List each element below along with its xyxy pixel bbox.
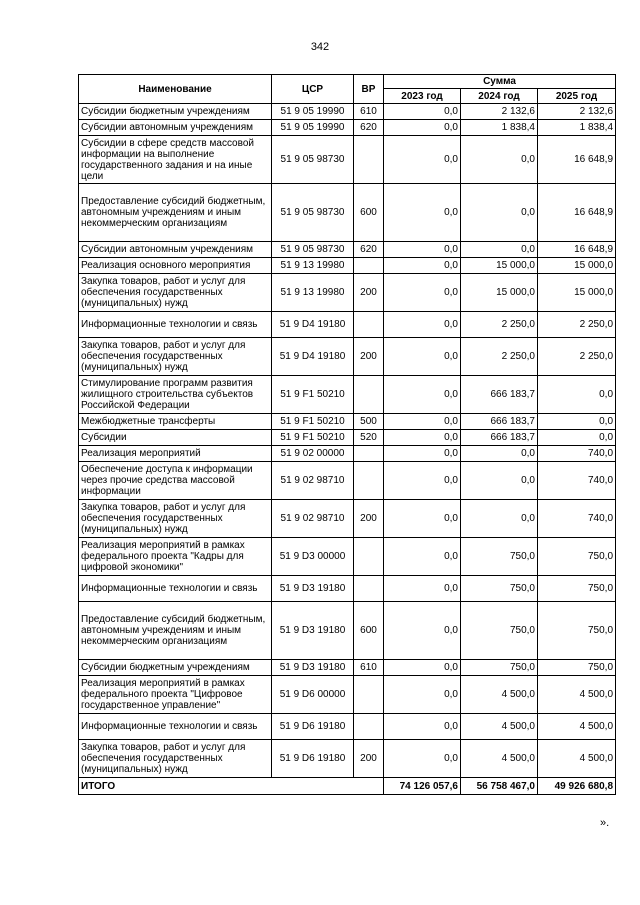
row-sum-2024: 0,0 bbox=[461, 446, 538, 462]
table-row bbox=[79, 274, 616, 312]
row-name: Закупка товаров, работ и услуг для обеспечения государственных (муниципальных) нужд bbox=[79, 500, 272, 538]
row-vr bbox=[354, 258, 384, 274]
row-name: Информационные технологии и связь bbox=[79, 312, 272, 338]
row-sum-2024: 750,0 bbox=[461, 576, 538, 602]
header-vr: ВР bbox=[354, 75, 384, 104]
table-row bbox=[79, 258, 616, 274]
row-name: Закупка товаров, работ и услуг для обеспечения государственных (муниципальных) нужд bbox=[79, 274, 272, 312]
row-vr: 200 bbox=[354, 500, 384, 538]
row-sum-2024: 4 500,0 bbox=[461, 714, 538, 740]
row-sum-2023: 0,0 bbox=[384, 104, 461, 120]
row-name: Реализация основного мероприятия bbox=[79, 258, 272, 274]
row-csr: 51 9 05 98730 bbox=[272, 136, 354, 184]
row-sum-2023: 0,0 bbox=[384, 376, 461, 414]
row-name: Субсидии в сфере средств массовой информации на выполнение государственного задания и на иные цели bbox=[79, 136, 272, 184]
budget-table bbox=[78, 74, 616, 795]
row-sum-2024: 750,0 bbox=[461, 538, 538, 576]
row-name: Субсидии bbox=[79, 430, 272, 446]
table-row bbox=[79, 462, 616, 500]
row-sum-2023: 0,0 bbox=[384, 714, 461, 740]
row-csr: 51 9 D6 19180 bbox=[272, 714, 354, 740]
row-csr: 51 9 D3 19180 bbox=[272, 602, 354, 660]
row-sum-2024: 0,0 bbox=[461, 242, 538, 258]
row-sum-2025: 1 838,4 bbox=[538, 120, 616, 136]
row-vr: 500 bbox=[354, 414, 384, 430]
row-sum-2024: 2 250,0 bbox=[461, 312, 538, 338]
row-name: Субсидии автономным учреждениям bbox=[79, 242, 272, 258]
row-sum-2024: 15 000,0 bbox=[461, 258, 538, 274]
table-row bbox=[79, 714, 616, 740]
row-sum-2023: 0,0 bbox=[384, 414, 461, 430]
table-row bbox=[79, 538, 616, 576]
row-vr: 610 bbox=[354, 660, 384, 676]
row-csr: 51 9 D3 00000 bbox=[272, 538, 354, 576]
row-sum-2025: 750,0 bbox=[538, 602, 616, 660]
row-sum-2024: 2 132,6 bbox=[461, 104, 538, 120]
row-sum-2024: 4 500,0 bbox=[461, 740, 538, 778]
row-vr: 200 bbox=[354, 274, 384, 312]
row-sum-2023: 0,0 bbox=[384, 446, 461, 462]
total-sum-2025: 49 926 680,8 bbox=[538, 778, 616, 795]
row-sum-2025: 740,0 bbox=[538, 446, 616, 462]
table-row bbox=[79, 184, 616, 242]
row-sum-2025: 0,0 bbox=[538, 414, 616, 430]
row-name: Субсидии автономным учреждениям bbox=[79, 120, 272, 136]
header-sum: Сумма bbox=[384, 75, 616, 89]
row-name: Субсидии бюджетным учреждениям bbox=[79, 660, 272, 676]
row-sum-2025: 15 000,0 bbox=[538, 274, 616, 312]
row-sum-2025: 0,0 bbox=[538, 430, 616, 446]
row-sum-2025: 2 250,0 bbox=[538, 312, 616, 338]
total-row bbox=[79, 778, 616, 795]
row-csr: 51 9 F1 50210 bbox=[272, 430, 354, 446]
row-csr: 51 9 13 19980 bbox=[272, 258, 354, 274]
row-csr: 51 9 13 19980 bbox=[272, 274, 354, 312]
row-sum-2025: 750,0 bbox=[538, 538, 616, 576]
row-sum-2023: 0,0 bbox=[384, 136, 461, 184]
row-csr: 51 9 D4 19180 bbox=[272, 338, 354, 376]
table-row bbox=[79, 104, 616, 120]
row-sum-2024: 0,0 bbox=[461, 136, 538, 184]
row-sum-2024: 666 183,7 bbox=[461, 376, 538, 414]
header-csr: ЦСР bbox=[272, 75, 354, 104]
row-name: Предоставление субсидий бюджетным, автономным учреждениям и иным некоммерческим организациям bbox=[79, 184, 272, 242]
table-row bbox=[79, 376, 616, 414]
row-name: Субсидии бюджетным учреждениям bbox=[79, 104, 272, 120]
row-vr bbox=[354, 376, 384, 414]
row-name: Закупка товаров, работ и услуг для обеспечения государственных (муниципальных) нужд bbox=[79, 338, 272, 376]
row-sum-2024: 750,0 bbox=[461, 602, 538, 660]
row-sum-2023: 0,0 bbox=[384, 538, 461, 576]
row-sum-2024: 1 838,4 bbox=[461, 120, 538, 136]
row-sum-2025: 750,0 bbox=[538, 660, 616, 676]
row-vr: 520 bbox=[354, 430, 384, 446]
row-name: Реализация мероприятий в рамках федерального проекта "Кадры для цифровой экономики" bbox=[79, 538, 272, 576]
table-row bbox=[79, 338, 616, 376]
row-sum-2025: 2 250,0 bbox=[538, 338, 616, 376]
row-sum-2023: 0,0 bbox=[384, 660, 461, 676]
row-vr bbox=[354, 462, 384, 500]
row-sum-2023: 0,0 bbox=[384, 120, 461, 136]
row-vr: 610 bbox=[354, 104, 384, 120]
row-sum-2025: 16 648,9 bbox=[538, 136, 616, 184]
row-sum-2025: 4 500,0 bbox=[538, 714, 616, 740]
row-sum-2024: 4 500,0 bbox=[461, 676, 538, 714]
row-name: Реализация мероприятий bbox=[79, 446, 272, 462]
row-vr bbox=[354, 538, 384, 576]
row-vr bbox=[354, 446, 384, 462]
row-sum-2025: 4 500,0 bbox=[538, 740, 616, 778]
header-year-2024: 2024 год bbox=[461, 89, 538, 104]
row-sum-2023: 0,0 bbox=[384, 312, 461, 338]
row-sum-2024: 2 250,0 bbox=[461, 338, 538, 376]
header-name: Наименование bbox=[79, 75, 272, 104]
closing-mark: ». bbox=[600, 817, 610, 829]
table-row bbox=[79, 446, 616, 462]
row-name: Межбюджетные трансферты bbox=[79, 414, 272, 430]
row-csr: 51 9 02 00000 bbox=[272, 446, 354, 462]
table-row bbox=[79, 430, 616, 446]
row-sum-2025: 4 500,0 bbox=[538, 676, 616, 714]
row-sum-2023: 0,0 bbox=[384, 242, 461, 258]
row-vr: 200 bbox=[354, 338, 384, 376]
row-sum-2023: 0,0 bbox=[384, 500, 461, 538]
total-sum-2023: 74 126 057,6 bbox=[384, 778, 461, 795]
row-sum-2025: 740,0 bbox=[538, 500, 616, 538]
table-row bbox=[79, 660, 616, 676]
row-sum-2023: 0,0 bbox=[384, 462, 461, 500]
row-csr: 51 9 02 98710 bbox=[272, 462, 354, 500]
row-name: Реализация мероприятий в рамках федерального проекта "Цифровое государственное управление" bbox=[79, 676, 272, 714]
row-sum-2023: 0,0 bbox=[384, 258, 461, 274]
table-row bbox=[79, 242, 616, 258]
row-sum-2025: 16 648,9 bbox=[538, 184, 616, 242]
row-csr: 51 9 05 98730 bbox=[272, 184, 354, 242]
row-sum-2025: 0,0 bbox=[538, 376, 616, 414]
row-sum-2024: 666 183,7 bbox=[461, 414, 538, 430]
row-name: Информационные технологии и связь bbox=[79, 714, 272, 740]
header-year-2025: 2025 год bbox=[538, 89, 616, 104]
row-csr: 51 9 D3 19180 bbox=[272, 660, 354, 676]
row-sum-2024: 0,0 bbox=[461, 500, 538, 538]
row-name: Стимулирование программ развития жилищного строительства субъектов Российской Федерации bbox=[79, 376, 272, 414]
header-year-2023: 2023 год bbox=[384, 89, 461, 104]
row-name: Информационные технологии и связь bbox=[79, 576, 272, 602]
row-vr: 200 bbox=[354, 740, 384, 778]
page-number: 342 bbox=[310, 41, 330, 53]
row-csr: 51 9 05 98730 bbox=[272, 242, 354, 258]
row-sum-2023: 0,0 bbox=[384, 274, 461, 312]
row-sum-2024: 15 000,0 bbox=[461, 274, 538, 312]
row-sum-2025: 2 132,6 bbox=[538, 104, 616, 120]
table-body bbox=[79, 104, 616, 795]
row-csr: 51 9 D6 19180 bbox=[272, 740, 354, 778]
row-name: Обеспечение доступа к информации через прочие средства массовой информации bbox=[79, 462, 272, 500]
row-vr bbox=[354, 136, 384, 184]
row-sum-2023: 0,0 bbox=[384, 676, 461, 714]
row-sum-2023: 0,0 bbox=[384, 602, 461, 660]
row-sum-2023: 0,0 bbox=[384, 576, 461, 602]
row-sum-2024: 750,0 bbox=[461, 660, 538, 676]
row-sum-2025: 15 000,0 bbox=[538, 258, 616, 274]
row-sum-2023: 0,0 bbox=[384, 184, 461, 242]
table-row bbox=[79, 676, 616, 714]
total-sum-2024: 56 758 467,0 bbox=[461, 778, 538, 795]
row-csr: 51 9 D6 00000 bbox=[272, 676, 354, 714]
table-row bbox=[79, 602, 616, 660]
row-name: Закупка товаров, работ и услуг для обеспечения государственных (муниципальных) нужд bbox=[79, 740, 272, 778]
row-vr: 600 bbox=[354, 184, 384, 242]
row-csr: 51 9 D4 19180 bbox=[272, 312, 354, 338]
table-row bbox=[79, 312, 616, 338]
row-vr: 620 bbox=[354, 242, 384, 258]
row-sum-2023: 0,0 bbox=[384, 430, 461, 446]
row-sum-2025: 750,0 bbox=[538, 576, 616, 602]
table-row bbox=[79, 136, 616, 184]
row-sum-2025: 16 648,9 bbox=[538, 242, 616, 258]
row-csr: 51 9 05 19990 bbox=[272, 104, 354, 120]
row-vr bbox=[354, 714, 384, 740]
table-row bbox=[79, 414, 616, 430]
table-row bbox=[79, 576, 616, 602]
row-csr: 51 9 02 98710 bbox=[272, 500, 354, 538]
table-row bbox=[79, 740, 616, 778]
row-sum-2023: 0,0 bbox=[384, 338, 461, 376]
row-sum-2024: 666 183,7 bbox=[461, 430, 538, 446]
row-csr: 51 9 F1 50210 bbox=[272, 376, 354, 414]
row-sum-2024: 0,0 bbox=[461, 462, 538, 500]
row-vr: 600 bbox=[354, 602, 384, 660]
row-sum-2023: 0,0 bbox=[384, 740, 461, 778]
row-vr bbox=[354, 576, 384, 602]
row-sum-2025: 740,0 bbox=[538, 462, 616, 500]
row-vr bbox=[354, 312, 384, 338]
row-vr: 620 bbox=[354, 120, 384, 136]
total-label: ИТОГО bbox=[79, 778, 384, 795]
table-row bbox=[79, 500, 616, 538]
row-vr bbox=[354, 676, 384, 714]
row-csr: 51 9 05 19990 bbox=[272, 120, 354, 136]
table-row bbox=[79, 120, 616, 136]
row-csr: 51 9 F1 50210 bbox=[272, 414, 354, 430]
row-name: Предоставление субсидий бюджетным, автономным учреждениям и иным некоммерческим организациям bbox=[79, 602, 272, 660]
row-csr: 51 9 D3 19180 bbox=[272, 576, 354, 602]
row-sum-2024: 0,0 bbox=[461, 184, 538, 242]
